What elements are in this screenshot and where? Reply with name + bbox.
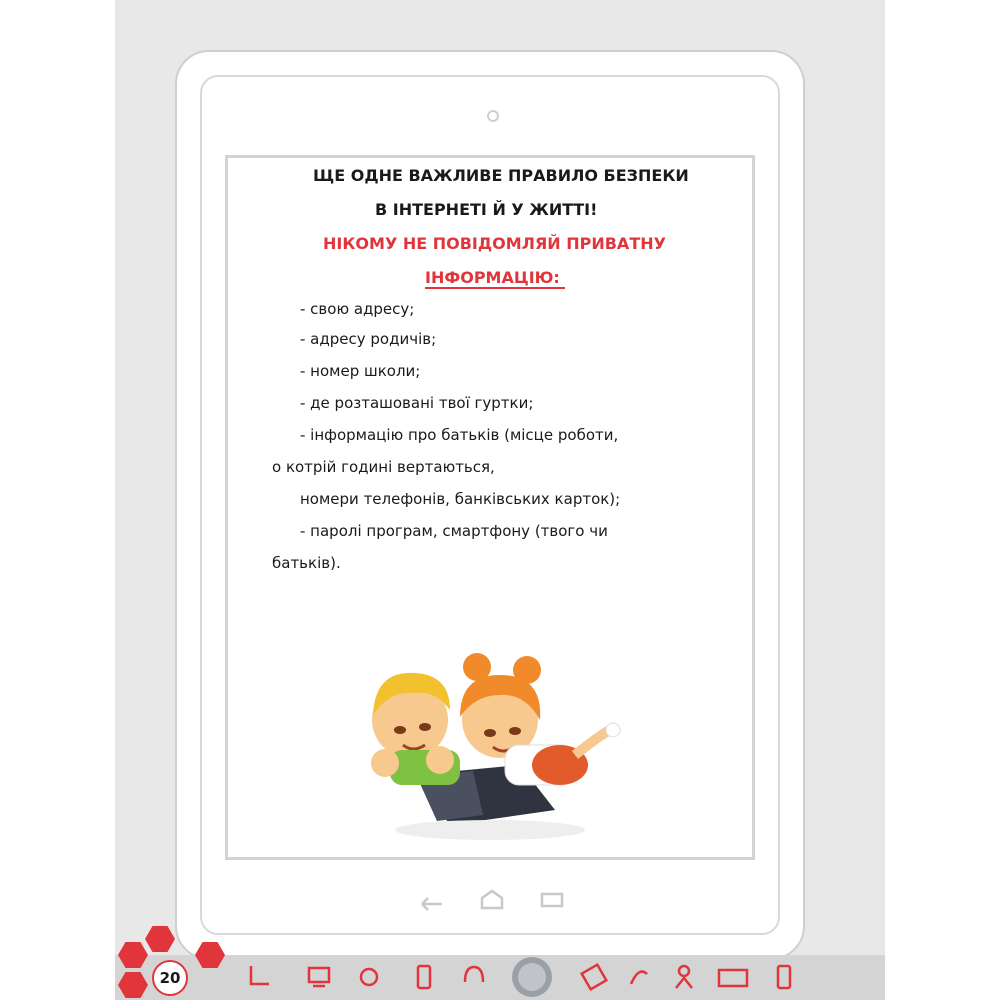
recent-apps-icon[interactable] [538,888,566,912]
home-icon[interactable] [478,888,506,912]
kids-with-laptop-illustration [355,645,635,845]
headphones-icon [460,962,488,992]
globe-icon [510,955,554,999]
list-item: о котрій годині вертаються, [272,458,495,476]
computer-icon [305,962,333,992]
warning-line-2: ІНФОРМАЦІЮ: [425,268,560,287]
heading-line-1: ЩЕ ОДНЕ ВАЖЛИВЕ ПРАВИЛО БЕЗПЕКИ [313,166,689,185]
laptop-icon [245,962,273,992]
tablet-icon [580,962,608,992]
list-item: - де розташовані твої гуртки; [300,394,534,412]
list-item: - номер школи; [300,362,421,380]
person-icon [670,962,698,992]
warning-underline [425,287,565,289]
gear-icon [355,962,383,992]
phone-icon [410,962,438,992]
list-item: - інформацію про батьків (місце роботи, [300,426,619,444]
warning-line-1: НІКОМУ НЕ ПОВІДОМЛЯЙ ПРИВАТНУ [323,234,666,253]
mouse-icon [625,962,653,992]
list-item: номери телефонів, банківських карток); [300,490,621,508]
list-item: - свою адресу; [300,300,415,318]
list-item: - паролі програм, смартфону (твого чи [300,522,608,540]
back-icon[interactable] [418,888,446,912]
camera-icon [487,110,499,122]
heading-line-2: В ІНТЕРНЕТІ Й У ЖИТТІ! [375,200,598,219]
keyboard-icon [715,962,751,992]
list-item: батьків). [272,554,341,572]
list-item: - адресу родичів; [300,330,437,348]
page-number: 20 [152,960,188,996]
mobile-icon [770,962,798,992]
